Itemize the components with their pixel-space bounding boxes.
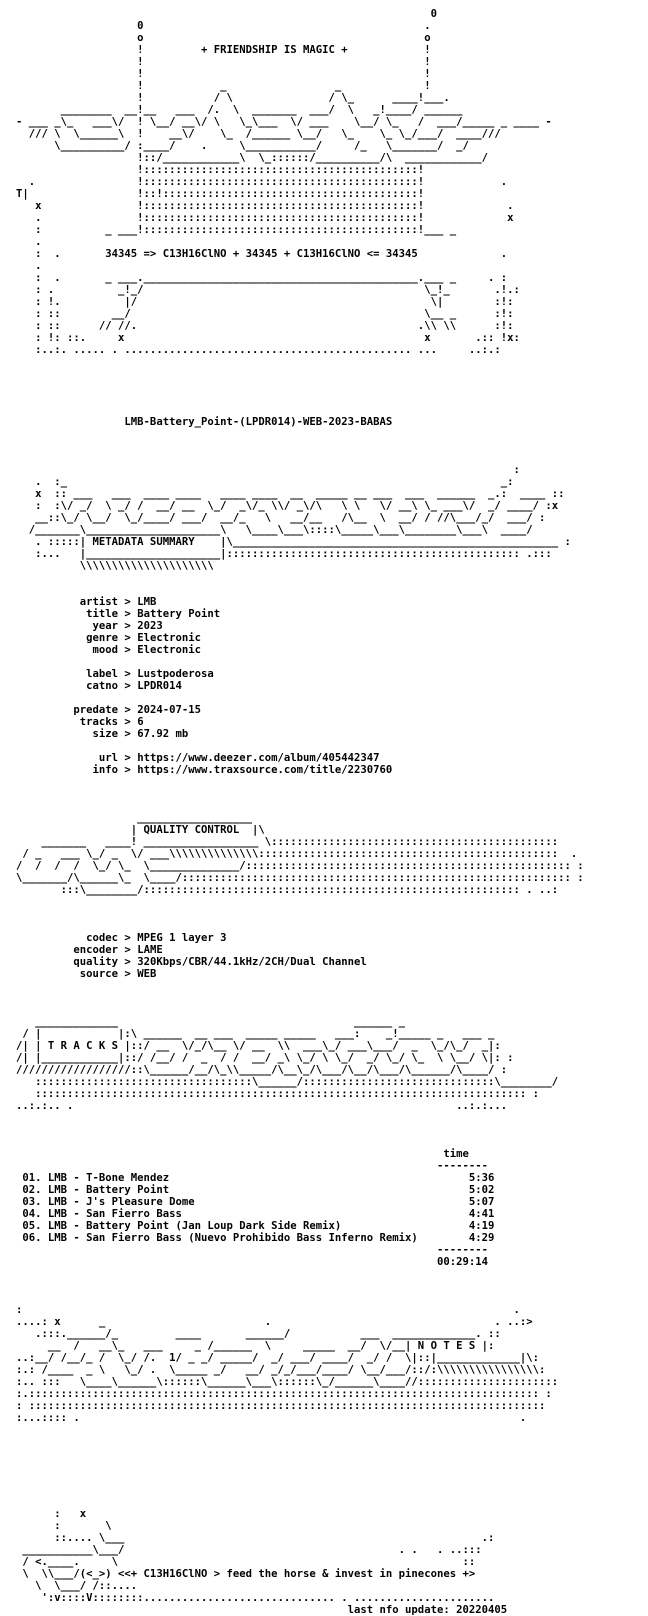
ascii-line: . — [16, 236, 42, 248]
ascii-line: ! / \ / \_ ____!___. — [16, 92, 450, 104]
ascii-line: 0 . — [16, 20, 431, 32]
ascii-line: . — [16, 260, 42, 272]
ascii-line — [16, 1472, 584, 1484]
field-row-artist: artist > LMB — [16, 596, 157, 608]
track-row — [16, 1172, 584, 1184]
ascii-line: \_______/\______\_ \____/::::::::::::::::::::::::::::::::::::::::::::::::::::::::::::: : — [16, 872, 584, 884]
ascii-line — [16, 740, 584, 752]
ascii-line: \ \___/ /::.... — [16, 1580, 138, 1592]
ascii-line: ::::::::::::::::::::::::::::::::::\______/::::::::::::::::::::::::::::::\________/ — [16, 1076, 559, 1088]
ascii-line — [16, 896, 584, 908]
field-row-label: label > Lustpoderosa — [16, 668, 214, 680]
field-row-source: source > WEB — [16, 968, 157, 980]
ascii-line: o o — [16, 32, 431, 44]
field-value-artist: LMB — [137, 596, 157, 608]
track-time: 5:36 — [443, 1172, 495, 1184]
ascii-line: / | |:\ ______ __ ___ _____ _____ ___: _!_____ _ ___ _ — [16, 1028, 495, 1040]
track-number: 03. — [16, 1196, 48, 1208]
ascii-line — [16, 1280, 584, 1292]
ascii-line: \ \\___/(<_>) <<+ C13H16ClNO > feed the horse & invest in pinecones +> — [16, 1568, 476, 1580]
ascii-line: :.: /____ _ \ \_/ . \_____ _/ __/ _/_/___/____/ \__/___/::/:\\\\\\\\\\\\\\\\: — [16, 1364, 546, 1376]
ascii-line: __::\_/ \__/ \_/____/ ___/ __/_ \ __/__ /\__ \ __/ / //\___/_/ ___/ : — [16, 512, 546, 524]
ascii-line: : . _!_/ \_!_ .!.: — [16, 284, 520, 296]
track-time: 4:41 — [443, 1208, 495, 1220]
ascii-line — [16, 656, 584, 668]
ascii-line — [16, 1292, 584, 1304]
ascii-line: :...:::: . . — [16, 1412, 527, 1424]
field-value-year: 2023 — [137, 620, 163, 632]
track-row — [16, 1220, 584, 1232]
ascii-line: ! ! — [16, 68, 431, 80]
field-value-label: Lustpoderosa — [137, 668, 214, 680]
ascii-line — [16, 428, 584, 440]
field-row-title: title > Battery Point — [16, 608, 221, 620]
ascii-line: ________ __!__ ___ /. \ _______ ___/ \ _!____/ ______ — [16, 104, 463, 116]
field-row-quality: quality > 320Kbps/CBR/44.1kHz/2CH/Dual Channel — [16, 956, 367, 968]
ascii-line: x !:::::::::::::::::::::::::::::::::::::::::::! . — [16, 200, 514, 212]
track-time: 4:19 — [443, 1220, 495, 1232]
ascii-line: . !:::::::::::::::::::::::::::::::::::::::::::! x — [16, 212, 514, 224]
ascii-line: T| !::!::::::::::::::::::::::::::::::::::::::::! — [16, 188, 425, 200]
ascii-line: : x — [16, 1508, 87, 1520]
field-value-url[interactable]: https://www.deezer.com/album/405442347 — [137, 752, 380, 764]
ascii-line: time — [16, 1148, 469, 1160]
field-row-predate: predate > 2024-07-15 — [16, 704, 201, 716]
ascii-line: 0 — [16, 8, 437, 20]
ascii-line: / _ ___ \_/ _ \/ ___\\\\\\\\\\\\\\::::::::::::::::::::::::::::::::::::::::::::::: . — [16, 848, 578, 860]
track-number: 02. — [16, 1184, 48, 1196]
ascii-line — [16, 356, 584, 368]
ascii-line — [16, 380, 584, 392]
ascii-line: : !. |/ \| :!: — [16, 296, 514, 308]
track-number: 06. — [16, 1232, 48, 1244]
track-title: LMB - Battery Point — [47, 1184, 444, 1196]
field-value-codec: MPEG 1 layer 3 — [137, 932, 227, 944]
ascii-line: ..:__/ /__/_ / \_/ /. 1/ _ _/ _____/ _/ ___/ ____/ _/ / \|::|_____________|\: — [16, 1352, 539, 1364]
ascii-line: /| | T R A C K S |::/ __ \/_/\__ \/ __ \\ ___\_/ ___\___/ _ \_/\_/ _|: — [16, 1040, 501, 1052]
ascii-line: : :: // //. .\\ \\ :!: — [16, 320, 514, 332]
field-row-url: url > https://www.deezer.com/album/405442347 — [16, 752, 380, 764]
ascii-line — [16, 572, 584, 584]
ascii-line: : !: ::. x x .:: !x: — [16, 332, 520, 344]
ascii-line: : \ — [16, 1520, 112, 1532]
ascii-line — [16, 452, 584, 464]
ascii-line: . :::::| METADATA SUMMARY |\___________________________________________________ : — [16, 536, 571, 548]
ascii-line — [16, 392, 584, 404]
field-row-size: size > 67.92 mb — [16, 728, 189, 740]
ascii-line: : ::::::::::::::::::::::::::::::::::::::::::::::::::::::::::::::::::::::::::::::::: — [16, 1400, 546, 1412]
ascii-line — [16, 1004, 584, 1016]
ascii-line: . !:::::::::::::::::::::::::::::::::::::::::::! . — [16, 176, 508, 188]
ascii-line: //////////////////::\______/__/\_\\_____/\__\_/\___/\__/\___/\______/\____/ : — [16, 1064, 508, 1076]
field-row-codec: codec > MPEG 1 layer 3 — [16, 932, 227, 944]
ascii-line — [16, 1484, 584, 1496]
field-row-year: year > 2023 — [16, 620, 163, 632]
ascii-line: ::::::::::::::::::::::::::::::::::::::::::::::::::::::::::::::::::::::::::::: : — [16, 1088, 539, 1100]
ascii-line — [16, 1268, 584, 1280]
track-number: 04. — [16, 1208, 48, 1220]
ascii-line: __ / __\_ ___ _ /______ \ _____ __/ \/__| N O T E S |: — [16, 1340, 495, 1352]
track-row — [16, 1184, 584, 1196]
track-row — [16, 1208, 584, 1220]
ascii-line — [16, 1112, 584, 1124]
ascii-line: : :\/ _/ \ _/ / __/ __ \_/ _\/_ \\/ _\/\ \ \ \/ __\ \_ ___\/ _/ ____/ :x — [16, 500, 559, 512]
field-value-tracks: 6 — [137, 716, 144, 728]
ascii-line: /| |____________|::/ /__/ / _ / / __/ _\ \_/ \ \_/ _/ \_/ \_ \ \__/ \|: : — [16, 1052, 514, 1064]
ascii-line: last nfo update: 20220405 — [16, 1604, 508, 1616]
ascii-line: ..:.:.. . ..:.:... — [16, 1100, 508, 1112]
ascii-line: : — [16, 464, 520, 476]
track-title: LMB - T-Bone Mendez — [47, 1172, 444, 1184]
track-row — [16, 1232, 584, 1244]
ascii-line: _____________ ______ _ — [16, 1016, 406, 1028]
ascii-line: -------- — [16, 1160, 488, 1172]
ascii-line: x :: ___ ___ ____ ____ ____ ____ __ _____ __ ___ ___ ______ _.: ____ :: — [16, 488, 565, 500]
ascii-line: __________________ — [16, 812, 252, 824]
ascii-line: ! ! — [16, 56, 431, 68]
ascii-line — [16, 1496, 584, 1508]
ascii-line — [16, 692, 584, 704]
ascii-line — [16, 920, 584, 932]
field-row-catno: catno > LPDR014 — [16, 680, 182, 692]
field-value-quality: 320Kbps/CBR/44.1kHz/2CH/Dual Channel — [137, 956, 367, 968]
ascii-line: ':v::::V::::::::.............................. . ...................... — [16, 1592, 495, 1604]
ascii-line: : _ ___!:::::::::::::::::::::::::::::::::::::::::::!___ _ — [16, 224, 457, 236]
ascii-line: :::\________/::::::::::::::::::::::::::::::::::::::::::::::::::::::::::: . ..: — [16, 884, 559, 896]
track-time: 4:29 — [443, 1232, 495, 1244]
field-value-predate: 2024-07-15 — [137, 704, 201, 716]
track-time: 5:02 — [443, 1184, 495, 1196]
ascii-line: !:::::::::::::::::::::::::::::::::::::::::::! — [16, 164, 425, 176]
field-value-genre: Electronic — [137, 632, 201, 644]
ascii-line — [16, 1448, 584, 1460]
track-title: LMB - J's Pleasure Dome — [47, 1196, 444, 1208]
ascii-line — [16, 980, 584, 992]
ascii-line — [16, 908, 584, 920]
ascii-line: :... |_____________________|:::::::::::::::::::::::::::::::::::::::::::::: .::: — [16, 548, 552, 560]
ascii-line — [16, 404, 584, 416]
field-row-genre: genre > Electronic — [16, 632, 201, 644]
ascii-line: : . — [16, 1304, 520, 1316]
field-value-source: WEB — [137, 968, 157, 980]
ascii-line: : :: __/ \__ _ :!: — [16, 308, 514, 320]
ascii-line: ! _ _ ! — [16, 80, 431, 92]
ascii-line: - ___ _\_ ___\/ ! \__/ __\/ \ \_\___ \/ ___ \__/ \_ / ___/_____ _ ____ - — [16, 116, 552, 128]
nfo-document — [16, 8, 584, 1616]
ascii-line: _______ ____! __________________ \::::::::::::::::::::::::::::::::::::::::::::: — [16, 836, 559, 848]
track-row — [16, 1196, 584, 1208]
ascii-line: !::/____________\ \_::::::/__________/\ ____________/ — [16, 152, 488, 164]
field-value-info[interactable]: https://www.traxsource.com/title/2230760 — [137, 764, 393, 776]
total-time: 00:29:14 — [16, 1256, 488, 1268]
ascii-line: | QUALITY CONTROL |\ — [16, 824, 265, 836]
ascii-line — [16, 776, 584, 788]
track-time: 5:07 — [443, 1196, 495, 1208]
ascii-line: :.. ::: \____\______\::::::\______\___\::::::\_/______\____//:::::::::::::::::::::: — [16, 1376, 559, 1388]
ascii-line: LMB-Battery_Point-(LPDR014)-WEB-2023-BABAS — [16, 416, 393, 428]
field-row-tracks: tracks > 6 — [16, 716, 144, 728]
ascii-line: . :_ _: — [16, 476, 514, 488]
field-row-mood: mood > Electronic — [16, 644, 201, 656]
field-value-title: Battery Point — [137, 608, 221, 620]
ascii-line: ! + FRIENDSHIP IS MAGIC + ! — [16, 44, 431, 56]
track-title: LMB - San Fierro Bass (Nuevo Prohibido Bass Inferno Remix) — [47, 1232, 444, 1244]
ascii-line: \__________/ :____/ . \___________/ /_ \_______/ _/ — [16, 140, 469, 152]
track-title: LMB - Battery Point (Jan Loup Dark Side Remix) — [47, 1220, 444, 1232]
ascii-line: ....: x _ . . ..:> — [16, 1316, 533, 1328]
ascii-line: ::.... \___ .: — [16, 1532, 495, 1544]
total-time-row — [16, 1256, 584, 1268]
field-row-info: info > https://www.traxsource.com/title/2230760 — [16, 764, 393, 776]
ascii-line — [16, 788, 584, 800]
ascii-line: / <.____. \ :: — [16, 1556, 476, 1568]
ascii-line: : . 34345 => C13H16ClNO + 34345 + C13H16ClNO <= 34345 . — [16, 248, 508, 260]
field-value-mood: Electronic — [137, 644, 201, 656]
ascii-line — [16, 1424, 584, 1436]
ascii-line — [16, 584, 584, 596]
track-number: 05. — [16, 1220, 48, 1232]
ascii-line — [16, 440, 584, 452]
ascii-line: /_______\_____________________\ \____\___\::::\_____\___\________\___\ ____/ — [16, 524, 533, 536]
ascii-line — [16, 1136, 584, 1148]
track-title: LMB - San Fierro Bass — [47, 1208, 444, 1220]
field-value-size: 67.92 mb — [137, 728, 189, 740]
ascii-line — [16, 1460, 584, 1472]
field-row-encoder: encoder > LAME — [16, 944, 163, 956]
ascii-line: / / / / \_/ \_ \______________/::::::::::::::::::::::::::::::::::::::::::::::::::: : — [16, 860, 584, 872]
ascii-line: /// \ \______\ ! __\/ \_ /______ \__/ \_ \_ \_/___/ ____/// — [16, 128, 501, 140]
ascii-line: : . _ ___.___________________________________________.___ _ . : — [16, 272, 508, 284]
ascii-line — [16, 800, 584, 812]
field-value-encoder: LAME — [137, 944, 163, 956]
ascii-line: \\\\\\\\\\\\\\\\\\\\\ — [16, 560, 214, 572]
ascii-line: :.:::::::::::::::::::::::::::::::::::::::::::::::::::::::::::::::::::::::::::::::: : — [16, 1388, 552, 1400]
track-number: 01. — [16, 1172, 48, 1184]
ascii-line: ___________\___/ . . . ..::: — [16, 1544, 482, 1556]
ascii-line: .:::.______/_ ____ ______/ ___ _____________. :: — [16, 1328, 501, 1340]
ascii-line — [16, 1124, 584, 1136]
ascii-line: :..:. ..... . ............................................. ... ..:.: — [16, 344, 501, 356]
ascii-line — [16, 992, 584, 1004]
ascii-line — [16, 1436, 584, 1448]
ascii-line — [16, 368, 584, 380]
ascii-line: -------- — [16, 1244, 488, 1256]
field-value-catno: LPDR014 — [137, 680, 182, 692]
